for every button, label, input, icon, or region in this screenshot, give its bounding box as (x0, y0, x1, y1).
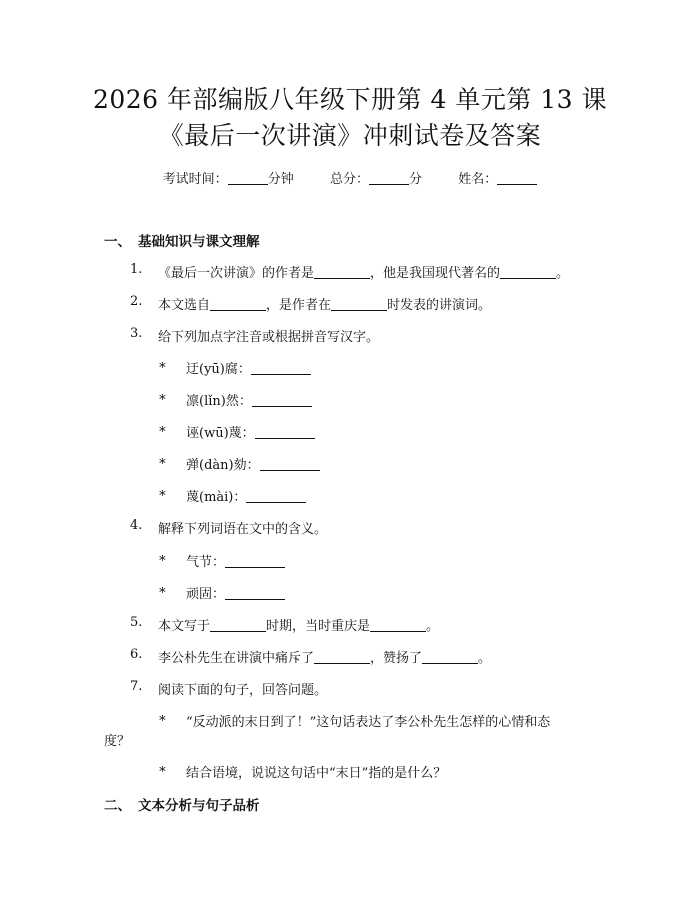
name-blank[interactable] (497, 172, 537, 185)
answer-blank[interactable] (251, 362, 311, 375)
answer-blank[interactable] (246, 490, 306, 503)
answer-blank[interactable] (210, 619, 266, 632)
section-heading-1: 一、 基础知识与课文理解 (104, 234, 260, 250)
page-title-line1: 2026 年部编版八年级下册第 4 单元第 13 课 (92, 85, 608, 114)
answer-blank[interactable] (500, 266, 556, 279)
score-blank[interactable] (369, 172, 409, 185)
answer-blank[interactable] (260, 458, 320, 471)
answer-blank[interactable] (225, 587, 285, 600)
answer-blank[interactable] (370, 619, 426, 632)
name-label: 姓名： (458, 172, 498, 187)
time-blank[interactable] (228, 172, 268, 185)
answer-blank[interactable] (331, 298, 387, 311)
score-label: 总分： (329, 172, 369, 187)
answer-blank[interactable] (252, 394, 312, 407)
exam-meta (0, 168, 700, 187)
list-item-continuation: 度？ (104, 734, 131, 749)
score-unit: 分 (409, 172, 423, 187)
answer-blank[interactable] (210, 298, 266, 311)
answer-blank[interactable] (422, 651, 478, 664)
time-unit: 分钟 (267, 172, 294, 187)
answer-blank[interactable] (314, 651, 370, 664)
time-label: 考试时间： (162, 172, 228, 187)
answer-blank[interactable] (225, 555, 285, 568)
answer-blank[interactable] (255, 426, 315, 439)
answer-blank[interactable] (314, 266, 370, 279)
page-title-line2: 《最后一次讲演》冲刺试卷及答案 (158, 121, 542, 150)
section-heading-2: 二、 文本分析与句子品析 (104, 798, 260, 814)
